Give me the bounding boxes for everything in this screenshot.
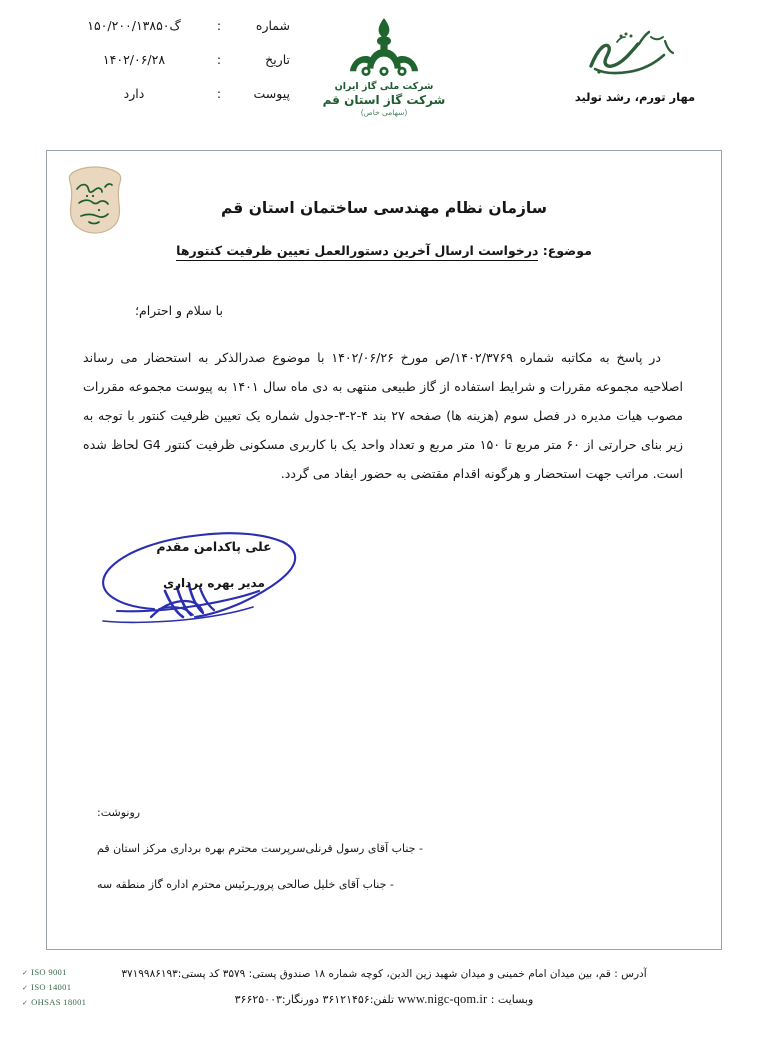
signer-role: مدیر بهره برداری (163, 576, 265, 590)
nigc-flame-logo-icon (336, 16, 432, 80)
logo-company-type: (سهامی خاص) (360, 108, 408, 117)
recipient-organization-title: سازمان نظام مهندسی ساختمان استان قم (221, 199, 547, 217)
copies-label: رونوشت: (97, 806, 141, 819)
iso-badge-18001: ✓ OHSAS 18001 (22, 995, 118, 1010)
attachment-colon: : (216, 86, 222, 101)
date-label: تاریخ (265, 52, 290, 67)
header-field-number (60, 18, 290, 52)
date-colon: : (216, 52, 222, 67)
subject-prefix: موضوع: (542, 243, 592, 258)
bismillah-block (520, 20, 750, 104)
year-slogan: مهار تورم، رشد تولید (574, 90, 696, 104)
subject-text: درخواست ارسال آخرین دستورالعمل تعیین ظرفیت کنتورها (176, 243, 538, 261)
letter-footer (0, 968, 768, 1019)
footer-address: آدرس : قم، بین میدان امام خمینی و میدان شهید زین الدین، کوچه شماره ۱۸ صندوق پستی: ۳۵۷۹ کد پستی:۳۷۱۹۹۸۶۱۹۳ (121, 968, 647, 980)
signer-name: علی پاکدامن مقدم (156, 539, 272, 554)
salutation-text: با سلام و احترام؛ (135, 303, 223, 318)
iso-badge-9001: ✓ ISO 9001 (22, 965, 118, 980)
letter-body-paragraph: در پاسخ به مکاتبه شماره ۱۴۰۲/۳۷۶۹/ص مورخ ۱۴۰۲/۰۶/۲۶ با موضوع صدرالذکر به استحضار می رساند اصلاحیه مجموعه مقررات و شرایط استفاده از گاز طبیعی منتهی به دی ماه سال ۱۴۰۱ به پیوست مجموعه مقررات مصوب هیات مدیره در فصل سوم (هزینه ها) صفحه ۲۷ بند ۴-۲-۳-جدول شماره یک تعیین ظرفیت کنتور با توجه به زیر بنای حرارتی از ۶۰ متر مربع تا ۱۵۰ متر مربع و تعداد واحد یک با کاربری مسکونی ظرفیت کنتور G4 لحاظ شده است. مراتب جهت استحضار و هرگونه اقدام مقتضی به حضور ایفاد می گردد. (83, 350, 684, 481)
copies-item-2: - جناب آقای خلیل صالحی پرورـرئیس محترم اداره گاز منطقه سه (97, 878, 394, 891)
footer-phone-fax: تلفن:۳۶۱۲۱۴۵۶ دورنگار:۳۶۶۲۵۰۰۳ (234, 993, 395, 1006)
logo-company-national: شرکت ملی گاز ایران (334, 81, 434, 92)
date-value: ۱۴۰۲/۰۶/۲۸ (102, 52, 166, 67)
salutation-line (75, 303, 721, 318)
copies-item-1: - جناب آقای رسول قرنلی‌سرپرست محترم بهره برداری مرکز استان قم (97, 842, 423, 855)
number-value: گ۱۵۰/۲۰۰/۱۳۸۵۰ (87, 18, 181, 33)
bismillah-calligraphy-icon (565, 20, 705, 84)
letter-header (0, 0, 768, 150)
nigc-logo-block (294, 16, 474, 117)
number-label: شماره (255, 18, 290, 33)
attachment-label: پیوست (253, 86, 290, 101)
logo-company-qom: شرکت گاز استان قم (322, 93, 446, 107)
copies-section (79, 806, 685, 891)
footer-website-label: وبسایت : (487, 993, 534, 1006)
footer-website-url[interactable]: www.nigc-qom.ir (397, 992, 488, 1006)
header-field-date (60, 52, 290, 86)
attachment-value: دارد (123, 86, 145, 101)
iso-badge-14001: ✓ ISO 14001 (22, 980, 118, 995)
letter-frame (46, 150, 722, 950)
header-fields (60, 18, 290, 120)
subject-line (47, 243, 721, 258)
signature-block (99, 539, 329, 590)
iso-certification-badges (22, 965, 118, 1010)
number-colon: : (216, 18, 222, 33)
letter-body (83, 343, 683, 488)
header-field-attachment (60, 86, 290, 120)
